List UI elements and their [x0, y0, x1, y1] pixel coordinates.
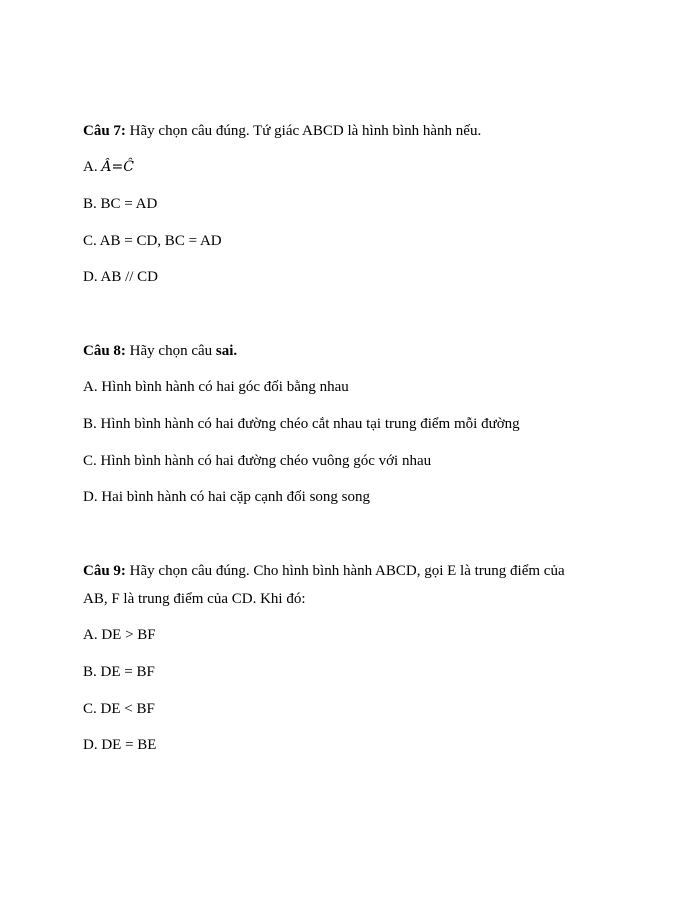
- question-7-option-a: [83, 157, 134, 177]
- question-8-number: Câu 8:: [83, 343, 126, 359]
- question-9-option-c: C. DE < BF: [83, 701, 155, 717]
- question-8-emphasis: sai.: [215, 343, 238, 359]
- question-7-number: Câu 7:: [83, 123, 126, 139]
- question-7-option-c: C. AB = CD, BC = AD: [83, 233, 222, 249]
- option-label: A.: [83, 159, 102, 175]
- question-7-option-d: D. AB // CD: [83, 269, 159, 285]
- angle-c: Ĉ: [123, 159, 134, 175]
- question-8-option-b: B. Hình bình hành có hai đường chéo cắt nhau tại trung điểm mỗi đường: [83, 416, 520, 432]
- question-9-heading: [83, 561, 565, 581]
- question-8-heading: [83, 341, 237, 361]
- question-8-option-c: C. Hình bình hành có hai đường chéo vuông góc với nhau: [83, 453, 432, 469]
- question-7-option-b: B. BC = AD: [83, 196, 158, 212]
- question-9-option-d: D. DE = BE: [83, 737, 157, 753]
- angle-a: Â: [101, 159, 112, 175]
- question-9-option-b: B. DE = BF: [83, 664, 155, 680]
- question-8-option-a: A. Hình bình hành có hai góc đối bằng nhau: [83, 379, 349, 395]
- question-8-option-d: D. Hai bình hành có hai cặp cạnh đối song song: [83, 489, 371, 505]
- question-8-prompt: Hãy chọn câu: [125, 343, 216, 359]
- question-7-prompt: Hãy chọn câu đúng. Tứ giác ABCD là hình bình hành nếu.: [125, 123, 482, 139]
- question-9-prompt-line-1: Hãy chọn câu đúng. Cho hình bình hành ABCD, gọi E là trung điểm của: [125, 563, 565, 579]
- equals-sign: =: [111, 159, 124, 175]
- question-9-prompt-line-2: AB, F là trung điểm của CD. Khi đó:: [83, 591, 306, 607]
- question-9-number: Câu 9:: [83, 563, 126, 579]
- question-7-heading: [83, 121, 481, 141]
- question-9-option-a: A. DE > BF: [83, 627, 156, 643]
